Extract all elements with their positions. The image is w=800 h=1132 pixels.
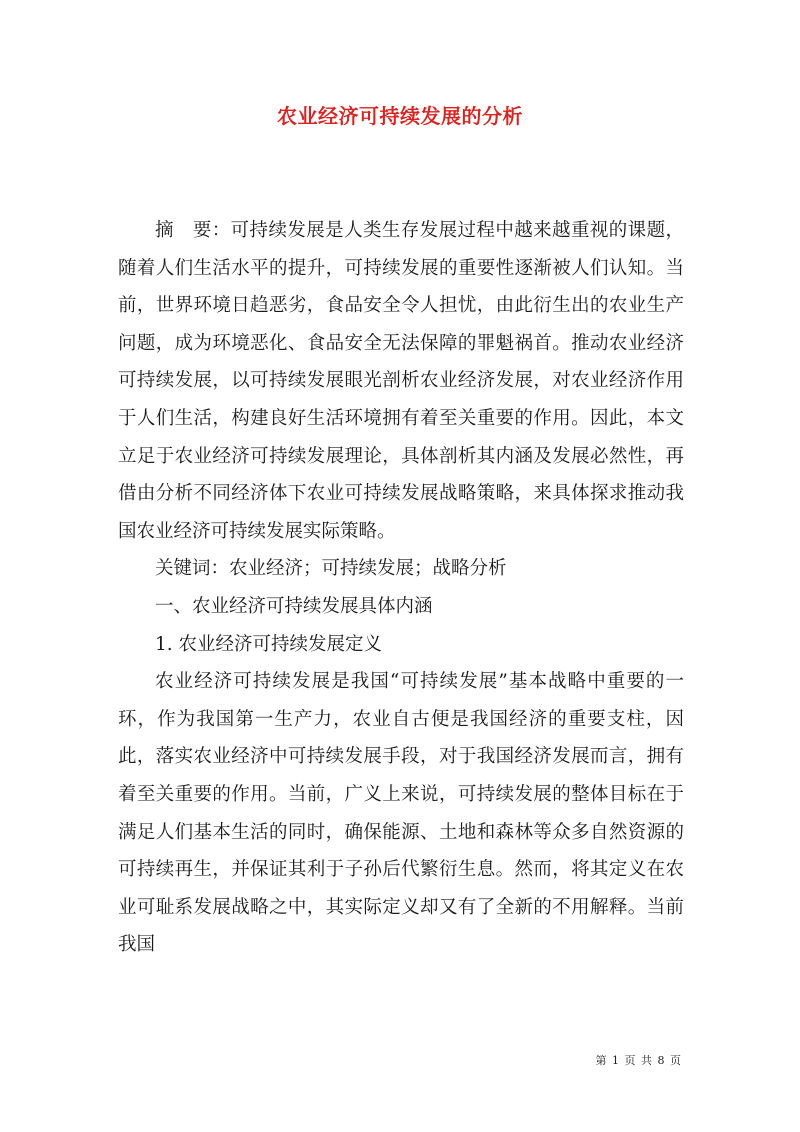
subsection-heading: 1. 农业经济可持续发展定义 bbox=[155, 633, 383, 655]
document-title: 农业经济可持续发展的分析 bbox=[277, 104, 523, 128]
keywords-paragraph: 关键词：农业经济；可持续发展；战略分析 bbox=[155, 558, 507, 580]
body-paragraph: 农业经济可持续发展是我国“可持续发展”基本战略中重要的一环，作为我国第一生产力，农业自古便是我国经济的重要支柱，因此，落实农业经济中可持续发展手段，对于我国经济发展而言，拥有着至关重要的作用。当前，广义上来说，可持续发展的整体目标在于满足人们基本生活的同时，确保能源、土地和森林等众多自然资源的可持续再生，并保证其利于子孙后代繁衍生息。然而，将其定义在农业可耻系发展战略之中，其实际定义却又有了全新的不用解释。当前我国 bbox=[118, 671, 684, 956]
section-heading: 一、农业经济可持续发展具体内涵 bbox=[155, 595, 433, 617]
document-body bbox=[118, 212, 684, 964]
abstract-paragraph: 摘 要：可持续发展是人类生存发展过程中越来越重视的课题，随着人们生活水平的提升，可持续发展的重要性逐渐被人们认知。当前，世界环境日趋恶劣，食品安全令人担忧，由此衍生出的农业生产问题，成为环境恶化、食品安全无法保障的罪魁祸首。推动农业经济可持续发展，以可持续发展眼光剖析农业经济发展，对农业经济作用于人们生活，构建良好生活环境拥有着至关重要的作用。因此，本文立足于农业经济可持续发展理论，具体剖析其内涵及发展必然性，再借由分析不同经济体下农业可持续发展战略策略，来具体探求推动我国农业经济可持续发展实际策略。 bbox=[118, 220, 684, 542]
page-number-footer: 第 1 页 共 8 页 bbox=[595, 1054, 682, 1067]
